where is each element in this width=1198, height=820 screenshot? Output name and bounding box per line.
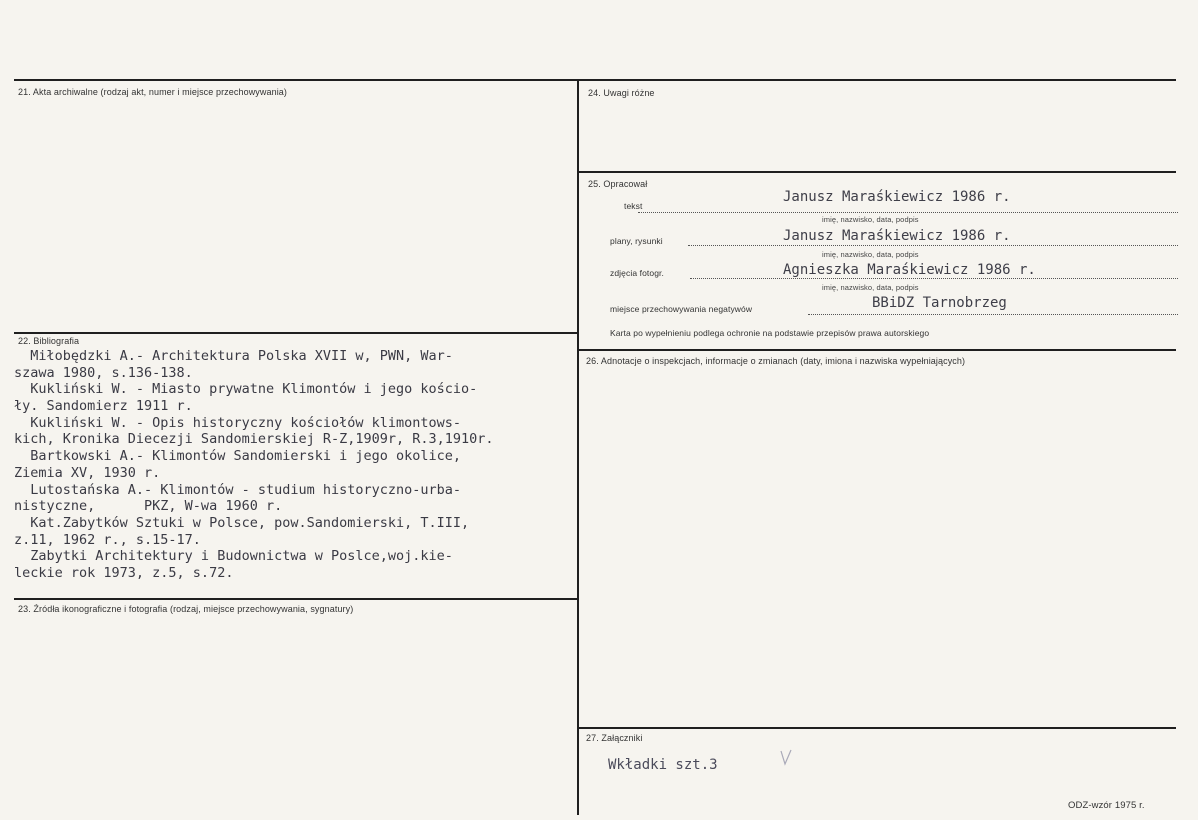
rule-27 (579, 727, 1176, 729)
bibliography-line: Zabytki Architektury i Budownictwa w Poslce,woj.kie- (14, 548, 453, 565)
tekst-value: Janusz Maraśkiewicz 1986 r. (783, 189, 1011, 205)
top-rule (14, 79, 1176, 81)
tekst-hint: imię, nazwisko, data, podpis (822, 215, 919, 224)
bibliography-line: Bartkowski A.- Klimontów Sandomierski i jego okolice, (14, 448, 462, 465)
section-26-label: 26. Adnotacje o inspekcjach, informacje o zmianach (daty, imiona i nazwiska wypełniających) (586, 356, 966, 366)
zdjecia-label: zdjęcia fotogr. (610, 268, 664, 278)
plany-hint: imię, nazwisko, data, podpis (822, 250, 919, 259)
tekst-dotline (638, 212, 1178, 213)
bibliography-line: Miłobędzki A.- Architektura Polska XVII w, PWN, War- (14, 348, 453, 364)
plany-dotline (688, 245, 1178, 246)
rule-22 (14, 332, 577, 334)
zdjecia-value: Agnieszka Maraśkiewicz 1986 r. (783, 262, 1036, 278)
zdjecia-hint: imię, nazwisko, data, podpis (822, 283, 919, 292)
negatywy-dotline (808, 314, 1178, 315)
bibliography-line: kich, Kronika Diecezji Sandomierskiej R-Z,1909r, R.3,1910r. (14, 431, 494, 448)
form-footer: ODZ-wzór 1975 r. (1068, 800, 1145, 811)
check-mark-icon (780, 749, 792, 767)
attachments-value: Wkładki szt.3 (608, 757, 718, 773)
copyright-note: Karta po wypełnieniu podlega ochronie na podstawie przepisów prawa autorskiego (610, 328, 930, 338)
bibliography-line: Lutostańska A.- Klimontów - studium historyczno-urba- (14, 481, 462, 498)
section-22-label: 22. Bibliografia (18, 336, 80, 346)
zdjecia-dotline (690, 278, 1178, 279)
tekst-label: tekst (624, 201, 643, 211)
plany-value: Janusz Maraśkiewicz 1986 r. (783, 228, 1011, 244)
section-21-label: 21. Akta archiwalne (rodzaj akt, numer i miejsce przechowywania) (18, 87, 288, 97)
section-23-label: 23. Źródła ikonograficzne i fotografia (rodzaj, miejsce przechowywania, sygnatury) (18, 604, 354, 614)
negatywy-value: BBiDZ Tarnobrzeg (872, 295, 1007, 311)
negatywy-label: miejsce przechowywania negatywów (610, 304, 753, 314)
bibliography-line: Kukliński W. - Opis historyczny kościołów klimontows- (14, 414, 462, 431)
bibliography-line: Kat.Zabytków Sztuki w Polsce, pow.Sandomierski, T.III, (14, 514, 470, 531)
rule-23 (14, 598, 577, 600)
bibliography-line: Kukliński W. - Miasto prywatne Klimontów i jego kościo- (14, 381, 478, 398)
section-24-label: 24. Uwagi różne (588, 88, 655, 98)
rule-25 (579, 171, 1176, 173)
section-25-label: 25. Opracował (588, 179, 648, 189)
bibliography-line: ły. Sandomierz 1911 r. (14, 398, 193, 415)
bibliography-line: nistyczne, PKZ, W-wa 1960 r. (14, 498, 283, 515)
bibliography-line: z.11, 1962 r., s.15-17. (14, 531, 201, 548)
bibliography-line: szawa 1980, s.136-138. (14, 364, 193, 381)
plany-label: plany, rysunki (610, 236, 663, 246)
bibliography-text (14, 348, 584, 582)
rule-26 (579, 349, 1176, 351)
bibliography-line: Ziemia XV, 1930 r. (14, 464, 161, 481)
section-27-label: 27. Załączniki (586, 733, 643, 743)
bibliography-line: leckie rok 1973, z.5, s.72. (14, 564, 234, 581)
